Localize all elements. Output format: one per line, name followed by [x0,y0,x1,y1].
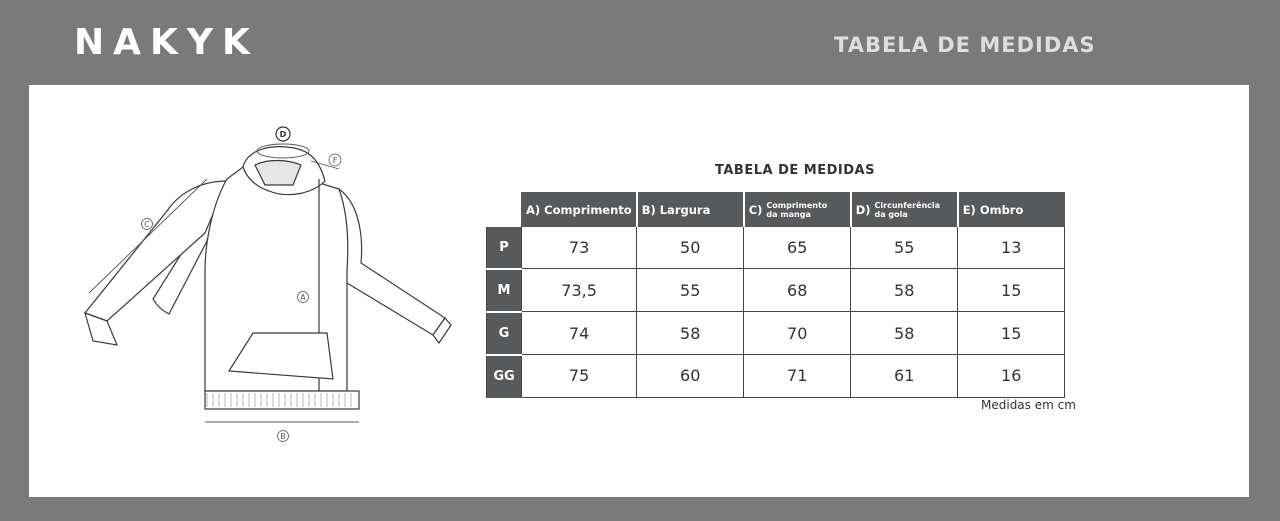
table-cell: 73,5 [522,269,637,312]
table-cell: 55 [851,227,958,269]
table-row [487,269,1065,312]
table-cell: 73 [522,227,637,269]
table-cell: 55 [637,269,744,312]
table-cell: 65 [744,227,851,269]
label-d: D [279,130,287,139]
content-panel [29,85,1249,497]
table-cell: 15 [958,269,1065,312]
size-label: P [487,227,522,269]
size-label: G [487,312,522,355]
table-row [487,355,1065,398]
table-row [487,312,1065,355]
table-cell: 58 [851,312,958,355]
col-header-ombro: E) Ombro [958,193,1065,227]
table-cell: 58 [851,269,958,312]
size-label: GG [487,355,522,398]
table-corner [487,193,522,227]
brand-logo: NAKYK [74,22,259,63]
table-cell: 70 [744,312,851,355]
unit-note: Medidas em cm [981,398,1076,412]
table-cell: 13 [958,227,1065,269]
label-b: B [280,432,286,441]
table-cell: 50 [637,227,744,269]
table-row [487,227,1065,269]
table-cell: 15 [958,312,1065,355]
waistband [205,391,359,409]
col-header-largura: B) Largura [637,193,744,227]
table-cell: 60 [637,355,744,398]
col-header-circunferencia-gola: D) Circunferência da gola [851,193,958,227]
table-title: TABELA DE MEDIDAS [715,163,875,178]
table-cell: 75 [522,355,637,398]
label-a: A [300,293,306,302]
label-c: C [144,220,150,229]
hoodie-diagram [57,121,457,461]
table-cell: 58 [637,312,744,355]
table-cell: 68 [744,269,851,312]
table-cell: 61 [851,355,958,398]
header-title: TABELA DE MEDIDAS [834,33,1096,57]
table-cell: 16 [958,355,1065,398]
table-cell: 74 [522,312,637,355]
label-f: F [332,156,338,165]
col-header-comprimento-manga: C) Comprimento da manga [744,193,851,227]
col-header-comprimento: A) Comprimento [522,193,637,227]
size-table [486,192,1065,398]
size-label: M [487,269,522,312]
right-sleeve [339,189,445,335]
table-cell: 71 [744,355,851,398]
